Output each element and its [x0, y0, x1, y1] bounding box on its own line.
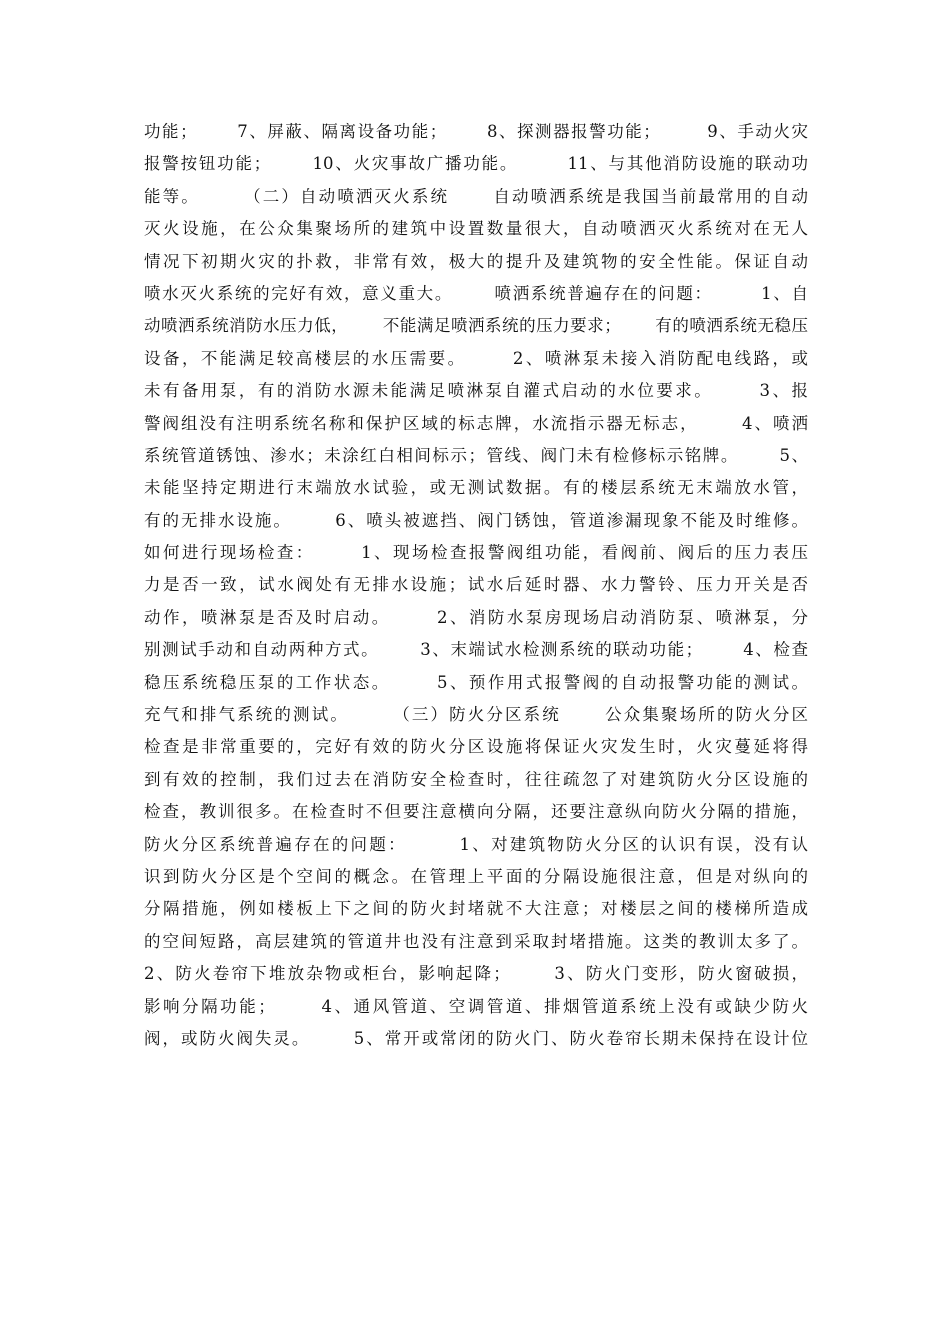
text-line: 别测试手动和自动两种方式。 3、末端试水检测系统的联动功能； 4、检查 [144, 640, 808, 660]
text-line: 情况下初期火灾的扑救，非常有效，极大的提升及建筑物的安全性能。保证自动 [144, 251, 808, 271]
text-line: 报警按钮功能； 10、火灾事故广播功能。 11、与其他消防设施的联动功 [144, 154, 808, 174]
text-line: 2、防火卷帘下堆放杂物或柜台，影响起降； 3、防火门变形，防火窗破损， [144, 964, 808, 984]
text-line: 的空间短路，高层建筑的管道井也没有注意到采取封堵措施。这类的教训太多了。 [144, 931, 808, 951]
text-line: 未有备用泵，有的消防水源未能满足喷淋泵自灌式启动的水位要求。 3、报 [144, 381, 808, 401]
text-line: 力是否一致，试水阀处有无排水设施；试水后延时器、水力警铃、压力开关是否 [144, 575, 808, 595]
text-line: 检查，教训很多。在检查时不但要注意横向分隔，还要注意纵向防火分隔的措施， [144, 802, 808, 822]
text-line: 分隔措施，例如楼板上下之间的防火封堵就不大注意；对楼层之间的楼梯所造成 [144, 899, 808, 919]
text-line: 未能坚持定期进行末端放水试验，或无测试数据。有的楼层系统无末端放水管， [144, 478, 808, 498]
text-line: 能等。 （二）自动喷洒灭火系统 自动喷洒系统是我国当前最常用的自动 [144, 186, 808, 206]
text-line: 如何进行现场检查： 1、现场检查报警阀组功能，看阀前、阀后的压力表压 [144, 543, 808, 563]
text-line: 检查是非常重要的，完好有效的防火分区设施将保证火灾发生时，火灾蔓延将得 [144, 737, 808, 757]
text-line: 到有效的控制，我们过去在消防安全检查时，往往疏忽了对建筑防火分区设施的 [144, 769, 808, 789]
text-line: 动作，喷淋泵是否及时启动。 2、消防水泵房现场启动消防泵、喷淋泵，分 [144, 607, 808, 627]
text-line: 有的无排水设施。 6、喷头被遮挡、阀门锈蚀，管道渗漏现象不能及时维修。 [144, 510, 808, 530]
text-line: 警阀组没有注明系统名称和保护区域的标志牌，水流指示器无标志， 4、喷洒 [144, 413, 808, 433]
text-line: 喷水灭火系统的完好有效，意义重大。 喷洒系统普遍存在的问题： 1、自 [144, 283, 808, 303]
text-line: 稳压系统稳压泵的工作状态。 5、预作用式报警阀的自动报警功能的测试。 [144, 672, 808, 692]
text-line: 识到防火分区是个空间的概念。在管理上平面的分隔设施很注意，但是对纵向的 [144, 866, 808, 886]
text-line: 功能； 7、屏蔽、隔离设备功能； 8、探测器报警功能； 9、手动火灾 [144, 122, 808, 141]
text-line: 充气和排气系统的测试。 （三）防火分区系统 公众集聚场所的防火分区 [144, 705, 808, 725]
text-line: 动喷洒系统消防水压力低， 不能满足喷洒系统的压力要求； 有的喷洒系统无稳压 [144, 316, 808, 336]
text-line: 设备，不能满足较高楼层的水压需要。 2、喷淋泵未接入消防配电线路，或 [144, 348, 808, 368]
text-line: 阀，或防火阀失灵。 5、常开或常闭的防火门、防火卷帘长期未保持在设计位 [144, 1028, 808, 1048]
text-line: 影响分隔功能； 4、通风管道、空调管道、排烟管道系统上没有或缺少防火 [144, 996, 808, 1016]
body-text [144, 116, 808, 1055]
text-line: 系统管道锈蚀、渗水；未涂红白相间标示；管线、阀门未有检修标示铭牌。 5、 [144, 445, 808, 465]
text-line: 灭火设施，在公众集聚场所的建筑中设置数量很大，自动喷洒灭火系统对在无人 [144, 219, 808, 239]
text-line: 防火分区系统普遍存在的问题： 1、对建筑物防火分区的认识有误，没有认 [144, 834, 808, 854]
